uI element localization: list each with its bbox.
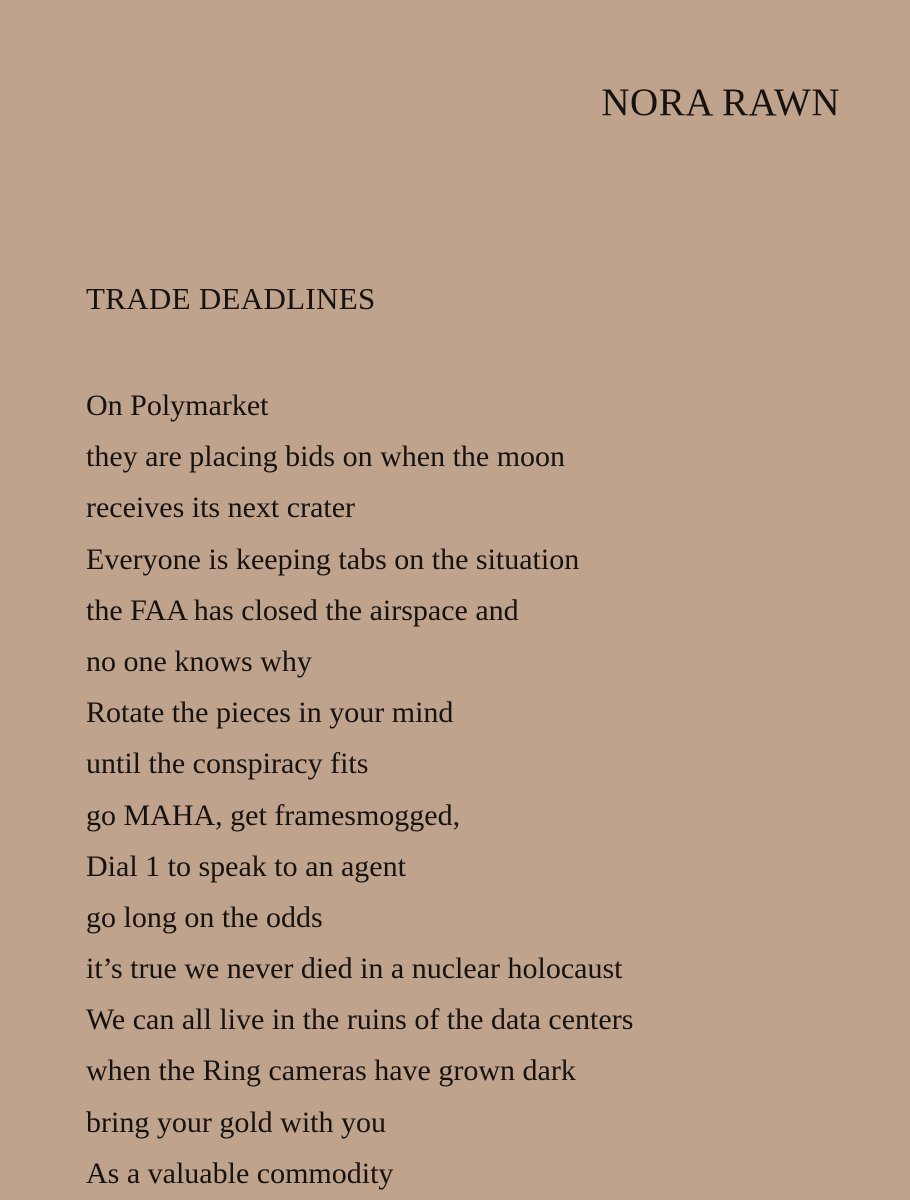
poem-line: until the conspiracy fits bbox=[86, 747, 369, 781]
poem-line: On Polymarket bbox=[86, 389, 269, 422]
poem-line: bring your gold with you bbox=[86, 1105, 386, 1139]
poem-line: Rotate the pieces in your mind bbox=[86, 696, 454, 730]
poem-body bbox=[86, 380, 886, 1199]
poem-line: the FAA has closed the airspace and bbox=[86, 593, 519, 627]
poem-line: it’s true we never died in a nuclear holocaust bbox=[86, 952, 623, 986]
poem-line: We can all live in the ruins of the data centers bbox=[86, 1003, 634, 1037]
poem-line: Dial 1 to speak to an agent bbox=[86, 849, 406, 883]
poem-line: go long on the odds bbox=[86, 900, 323, 934]
poem-line: go MAHA, get framesmogged, bbox=[86, 798, 461, 832]
poem-line: they are placing bids on when the moon bbox=[86, 440, 566, 474]
poem-line: when the Ring cameras have grown dark bbox=[86, 1054, 576, 1088]
poem-line: receives its next crater bbox=[86, 491, 356, 525]
poem-title: TRADE DEADLINES bbox=[86, 281, 376, 316]
poem-line: no one knows why bbox=[86, 644, 312, 678]
author-name: NORA RAWN bbox=[601, 81, 840, 124]
poem-line: As a valuable commodity bbox=[86, 1156, 394, 1190]
poem-line: Everyone is keeping tabs on the situation bbox=[86, 542, 580, 576]
